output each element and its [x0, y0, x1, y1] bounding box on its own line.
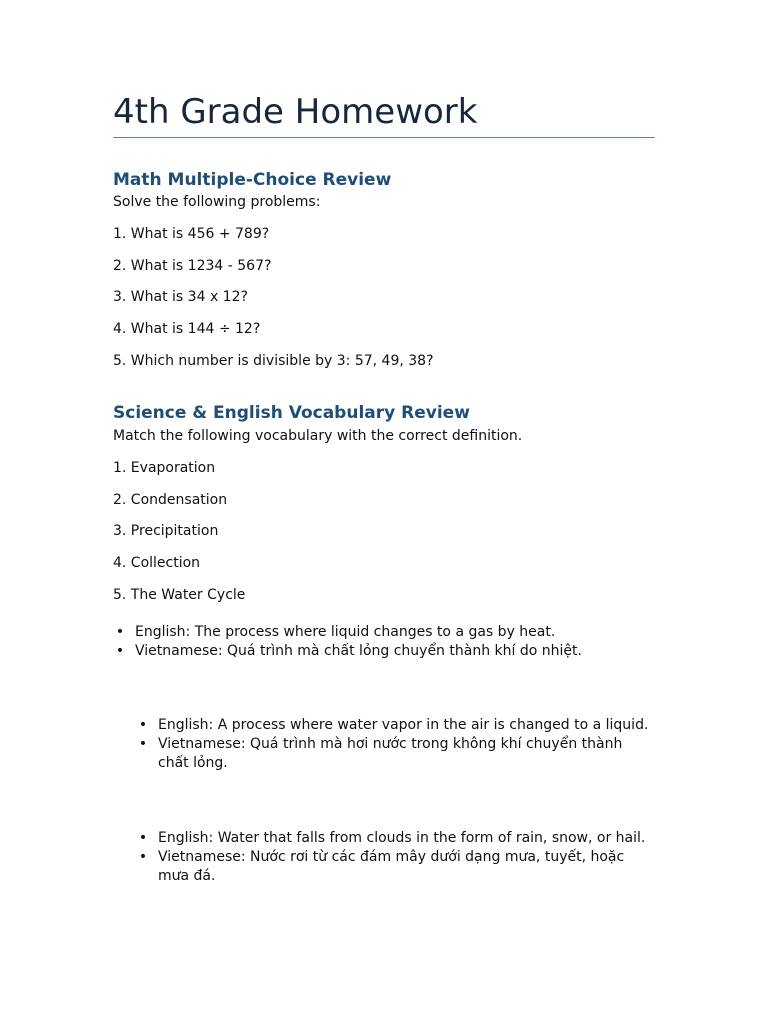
definition-list — [136, 829, 656, 886]
math-question: 2. What is 1234 - 567? — [113, 258, 272, 274]
math-intro: Solve the following problems: — [113, 194, 321, 210]
definition-list — [113, 623, 673, 661]
definition-vietnamese — [136, 848, 656, 886]
definition-english — [113, 623, 673, 642]
math-question: 1. What is 456 + 789? — [113, 226, 270, 242]
definition-text: Vietnamese: Nước rơi từ các đám mây dưới dạng mưa, tuyết, hoặc mưa đá. — [158, 849, 625, 884]
math-question: 3. What is 34 x 12? — [113, 289, 248, 305]
definition-vietnamese — [113, 642, 673, 661]
vocab-section-heading: Science & English Vocabulary Review — [113, 403, 470, 423]
vocab-term: 4. Collection — [113, 555, 201, 571]
definition-english — [136, 716, 656, 735]
definition-list — [136, 716, 656, 773]
math-question: 5. Which number is divisible by 3: 57, 49, 38? — [113, 353, 434, 369]
title-underline — [113, 137, 655, 138]
vocab-intro: Match the following vocabulary with the correct definition. — [113, 428, 523, 444]
page-title: 4th Grade Homework — [113, 92, 478, 132]
definition-english — [136, 829, 656, 848]
bullet-icon: • — [115, 643, 125, 659]
bullet-icon: • — [138, 717, 148, 733]
vocab-term: 2. Condensation — [113, 492, 228, 508]
vocab-term: 1. Evaporation — [113, 460, 216, 476]
bullet-icon: • — [138, 830, 148, 846]
bullet-icon: • — [138, 736, 148, 752]
definition-text: English: A process where water vapor in the air is changed to a liquid. — [158, 717, 649, 733]
bullet-icon: • — [138, 849, 148, 865]
math-question: 4. What is 144 ÷ 12? — [113, 321, 261, 337]
bullet-icon: • — [115, 624, 125, 640]
definition-text: Vietnamese: Quá trình mà chất lỏng chuyển thành khí do nhiệt. — [135, 643, 582, 659]
vocab-term: 3. Precipitation — [113, 523, 219, 539]
math-section-heading: Math Multiple-Choice Review — [113, 170, 392, 190]
definition-text: Vietnamese: Quá trình mà hơi nước trong không khí chuyển thành chất lỏng. — [158, 736, 623, 771]
definition-text: English: The process where liquid changes to a gas by heat. — [135, 624, 556, 640]
definition-vietnamese — [136, 735, 656, 773]
vocab-term: 5. The Water Cycle — [113, 587, 246, 603]
definition-text: English: Water that falls from clouds in the form of rain, snow, or hail. — [158, 830, 646, 846]
